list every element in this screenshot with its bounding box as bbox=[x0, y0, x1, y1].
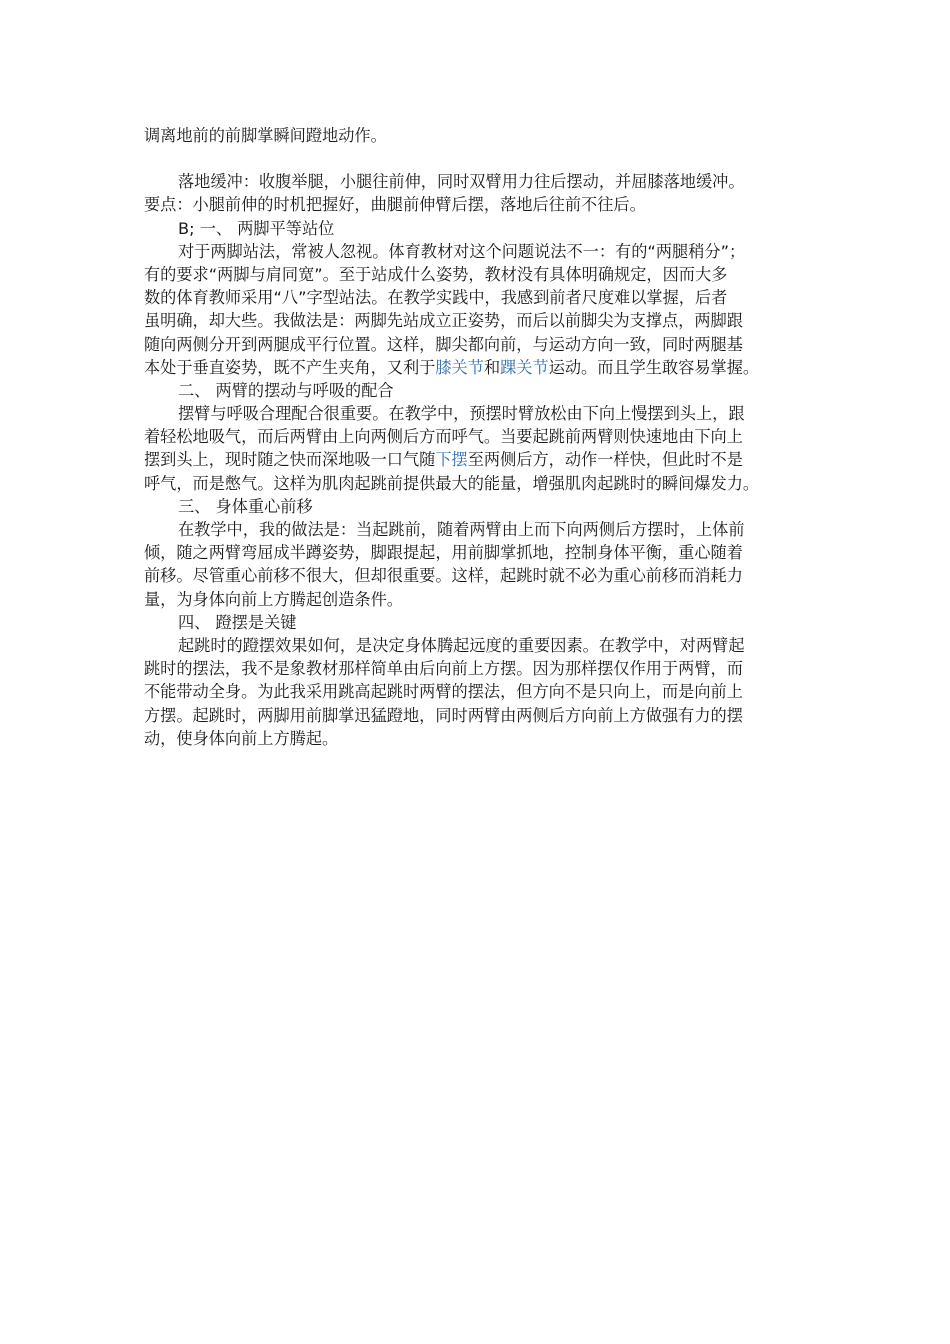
paragraph-gap bbox=[144, 147, 804, 170]
paragraph-line: 调离地前的前脚掌瞬间蹬地动作。 bbox=[144, 126, 387, 145]
paragraph-line-with-links bbox=[144, 356, 804, 379]
text-segment: 运动。而且学生敢容易掌握。 bbox=[548, 357, 760, 377]
paragraph-line: 虽明确，却大些。我做法是：两脚先站成立正姿势，而后以前脚尖为支撑点，两脚跟 bbox=[144, 311, 743, 331]
paragraph-line-with-link bbox=[144, 448, 804, 471]
paragraph-line: 不能带动全身。为此我采用跳高起跳时两臂的摆法，但方向不是只向上，而是向前上 bbox=[144, 682, 743, 702]
ankle-joint-link[interactable]: 踝关节 bbox=[500, 357, 549, 377]
paragraph-line: 跳时的摆法，我不是象教材那样简单由后向前上方摆。因为那样摆仅作用于两臂，而 bbox=[144, 659, 743, 679]
paragraph-line: 有的要求“两脚与肩同宽”。至于站成什么姿势，教材没有具体明确规定，因而大多 bbox=[144, 264, 728, 284]
paragraph-line: 起跳时的蹬摆效果如何，是决定身体腾起远度的重要因素。在教学中，对两臂起 bbox=[178, 635, 745, 655]
paragraph-line: 摆臂与呼吸合理配合很重要。在教学中，预摆时臂放松由下向上慢摆到头上，跟 bbox=[178, 404, 745, 424]
paragraph-line: 量，为身体向前上方腾起创造条件。 bbox=[144, 589, 403, 609]
knee-joint-link[interactable]: 膝关节 bbox=[435, 357, 484, 377]
paragraph-line: 数的体育教师采用“八”字型站法。在教学实践中，我感到前者尺度难以掌握，后者 bbox=[144, 288, 728, 308]
text-segment: 本处于垂直姿势，既不产生夹角，又利于 bbox=[144, 357, 436, 377]
paragraph-line: 动，使身体向前上方腾起。 bbox=[144, 728, 339, 748]
section-heading-4: 四、 蹬摆是关键 bbox=[178, 612, 297, 632]
paragraph-line: 对于两脚站法，常被人忽视。体育教材对这个问题说法不一：有的“两腿稍分”； bbox=[178, 241, 746, 261]
document-body bbox=[144, 124, 804, 750]
paragraph-line: 要点：小腿前伸的时机把握好，曲腿前伸臂后摆，落地后往前不往后。 bbox=[144, 195, 646, 215]
paragraph-line: 随向两侧分开到两腿成平行位置。这样，脚尖都向前，与运动方向一致，同时两腿基 bbox=[144, 334, 743, 354]
paragraph-line: 落地缓冲：收腹举腿，小腿往前伸，同时双臂用力往后摆动，并屈膝落地缓冲。 bbox=[178, 172, 745, 192]
paragraph-line: 在教学中，我的做法是：当起跳前，随着两臂由上而下向两侧后方摆时，上体前 bbox=[178, 520, 745, 539]
text-segment: 至两侧后方，动作一样快，但此时不是 bbox=[467, 450, 743, 470]
text-segment: 和 bbox=[483, 357, 501, 377]
paragraph-line: 方摆。起跳时，两脚用前脚掌迅猛蹬地，同时两臂由两侧后方向前上方做强有力的摆 bbox=[144, 705, 743, 725]
section-heading-3: 三、 身体重心前移 bbox=[178, 496, 313, 516]
section-heading-2: 二、 两臂的摆动与呼吸的配合 bbox=[178, 380, 394, 400]
text-segment: 摆到头上，现时随之快而深地吸一口气随 bbox=[144, 450, 436, 470]
paragraph-line: 倾，随之两臂弯屈成半蹲姿势，脚跟提起，用前脚掌抓地，控制身体平衡，重心随着 bbox=[144, 543, 743, 563]
downswing-link[interactable]: 下摆 bbox=[435, 450, 468, 470]
paragraph-line: 着轻松地吸气，而后两臂由上向两侧后方而呼气。当要起跳前两臂则快速地由下向上 bbox=[144, 427, 743, 447]
section-heading-1: B; 一、 两脚平等站位 bbox=[178, 218, 335, 238]
paragraph-line: 呼气，而是憋气。这样为肌肉起跳前提供最大的能量，增强肌肉起跳时的瞬间爆发力。 bbox=[144, 473, 760, 493]
paragraph-line: 前移。尽管重心前移不很大，但却很重要。这样，起跳时就不必为重心前移而消耗力 bbox=[144, 566, 743, 586]
